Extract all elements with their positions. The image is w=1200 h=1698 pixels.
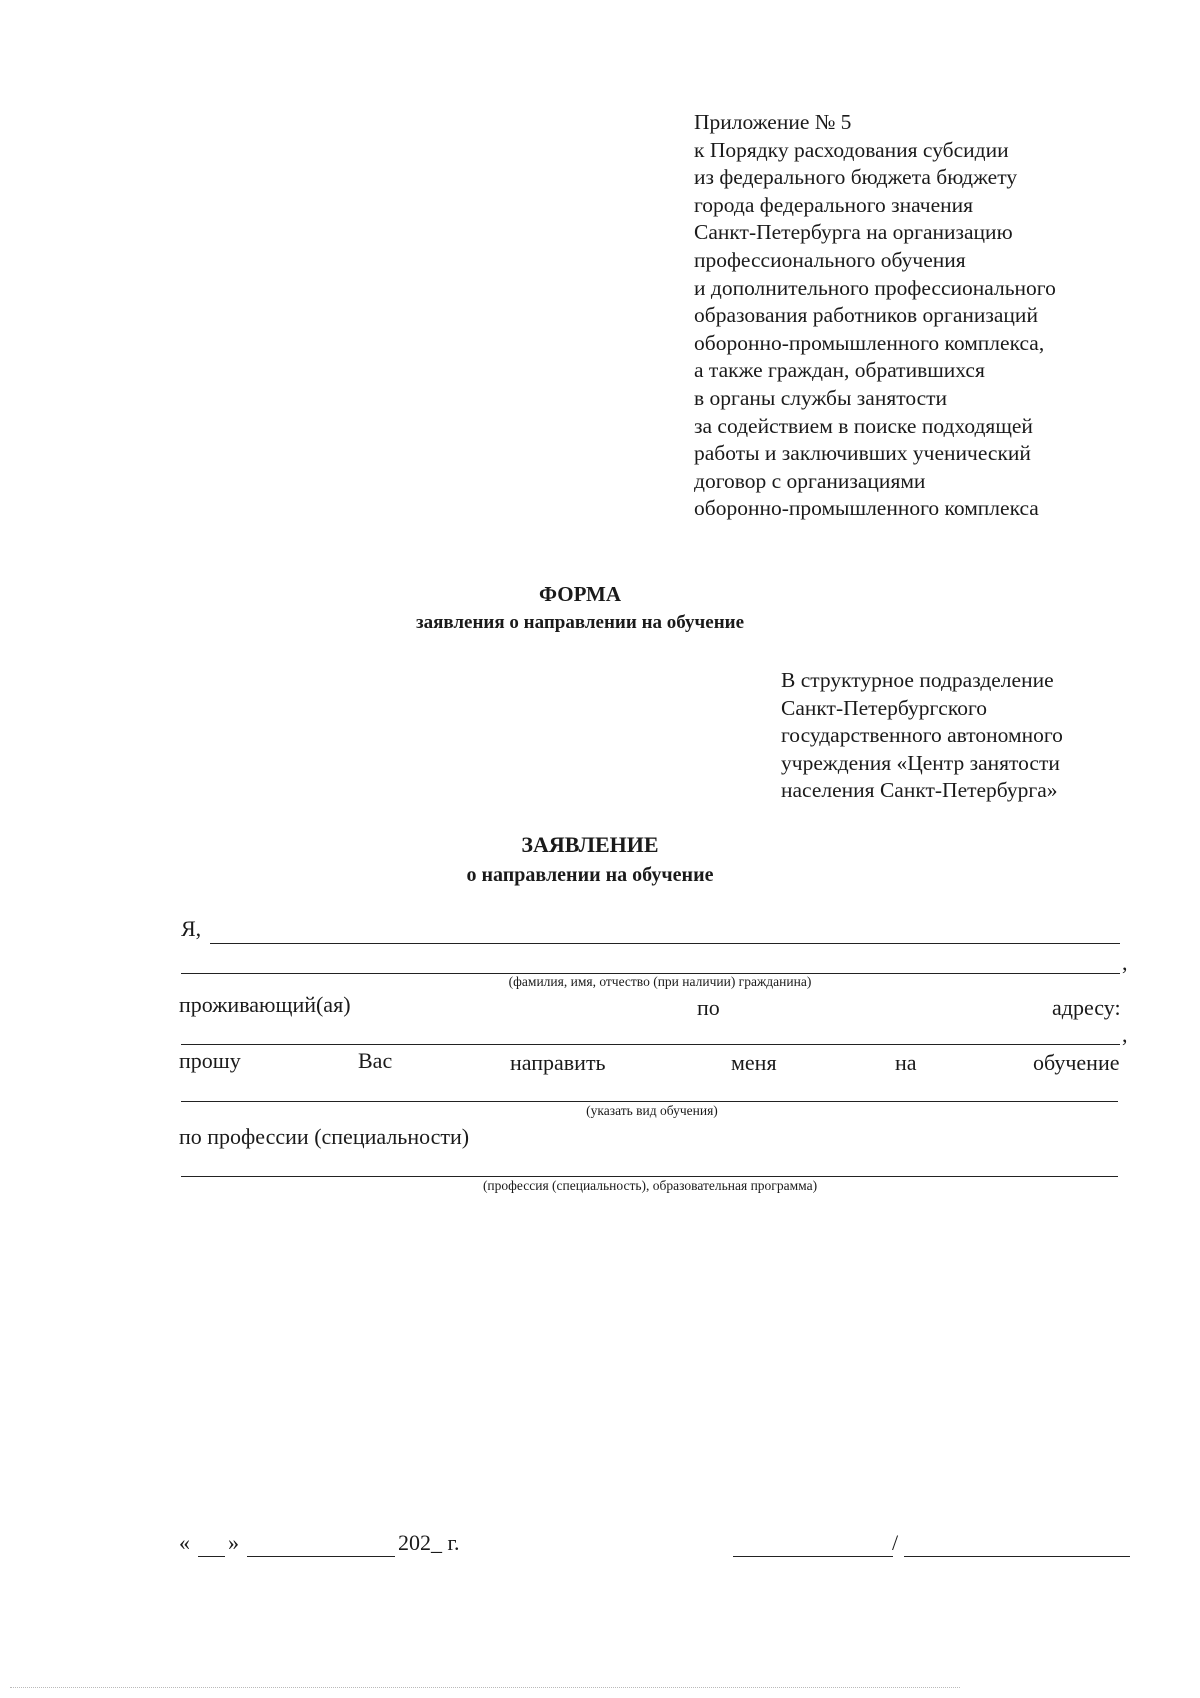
appendix-line: к Порядку расходования субсидии — [694, 137, 1009, 162]
caption-profession: (профессия (специальность), образовательная программа) — [482, 1178, 818, 1193]
appendix-line: Приложение № 5 — [694, 110, 852, 134]
month-field-line[interactable] — [247, 1556, 395, 1557]
statement-subtitle: о направлении на обучение — [466, 864, 714, 886]
training-type-field-line[interactable] — [181, 1101, 1118, 1102]
appendix-line: образования работников организаций — [694, 303, 1038, 328]
request-word: обучение — [1033, 1050, 1120, 1075]
scan-artifact-line — [10, 1687, 960, 1688]
profession-field-line[interactable] — [181, 1176, 1118, 1177]
address-field-line[interactable] — [181, 1044, 1120, 1045]
addressee-line: Санкт-Петербургского — [781, 695, 987, 720]
appendix-line: и дополнительного профессионального — [694, 275, 1056, 300]
form-title: ФОРМА — [538, 582, 622, 606]
caption-training-type: (указать вид обучения) — [586, 1103, 718, 1118]
address-label: адресу: — [1052, 995, 1121, 1020]
residing-label: проживающий(ая) — [179, 992, 351, 1017]
statement-title: ЗАЯВЛЕНИЕ — [521, 832, 659, 857]
appendix-line: работы и заключивших ученический — [694, 441, 1031, 466]
i-label: Я, — [181, 916, 202, 941]
appendix-block — [694, 109, 1114, 523]
quote-close: » — [228, 1530, 239, 1555]
appendix-line: оборонно-промышленного комплекса — [694, 496, 1039, 521]
appendix-line: Санкт-Петербурга на организацию — [694, 220, 1013, 245]
caption-full-name: (фамилия, имя, отчество (при наличии) гражданина) — [508, 974, 812, 989]
name-field-line-1[interactable] — [210, 943, 1120, 944]
form-subtitle: заявления о направлении на обучение — [415, 612, 745, 633]
appendix-line: за содействием в поиске подходящей — [694, 413, 1033, 438]
request-word: направить — [510, 1050, 606, 1075]
appendix-line: договор с организациями — [694, 468, 926, 493]
day-field-line[interactable] — [198, 1556, 225, 1557]
addressee-line: населения Санкт-Петербурга» — [781, 778, 1058, 803]
addressee-line: учреждения «Центр занятости — [781, 750, 1060, 775]
quote-open: « — [179, 1530, 190, 1555]
request-word: на — [895, 1050, 917, 1075]
addressee-line: государственного автономного — [781, 723, 1063, 748]
year-label: 202_ г. — [398, 1530, 460, 1555]
addressee-block — [781, 667, 1181, 805]
profession-label: по профессии (специальности) — [179, 1124, 470, 1149]
appendix-line: из федерального бюджета бюджету — [694, 165, 1018, 190]
signature-field-line[interactable] — [733, 1556, 893, 1557]
request-word: прошу — [179, 1048, 241, 1073]
appendix-line: оборонно-промышленного комплекса, — [694, 330, 1045, 355]
appendix-line: а также граждан, обратившихся — [694, 358, 985, 383]
appendix-line: в органы службы занятости — [694, 385, 948, 410]
appendix-line: города федерального значения — [694, 192, 974, 217]
appendix-line: профессионального обучения — [694, 247, 966, 272]
signature-name-field-line[interactable] — [904, 1556, 1130, 1557]
comma: , — [1122, 950, 1128, 975]
request-word: Вас — [358, 1048, 393, 1073]
by-label: по — [697, 995, 720, 1020]
comma: , — [1122, 1022, 1128, 1047]
signature-slash: / — [892, 1530, 899, 1555]
addressee-line: В структурное подразделение — [781, 668, 1054, 692]
request-word: меня — [731, 1050, 777, 1075]
